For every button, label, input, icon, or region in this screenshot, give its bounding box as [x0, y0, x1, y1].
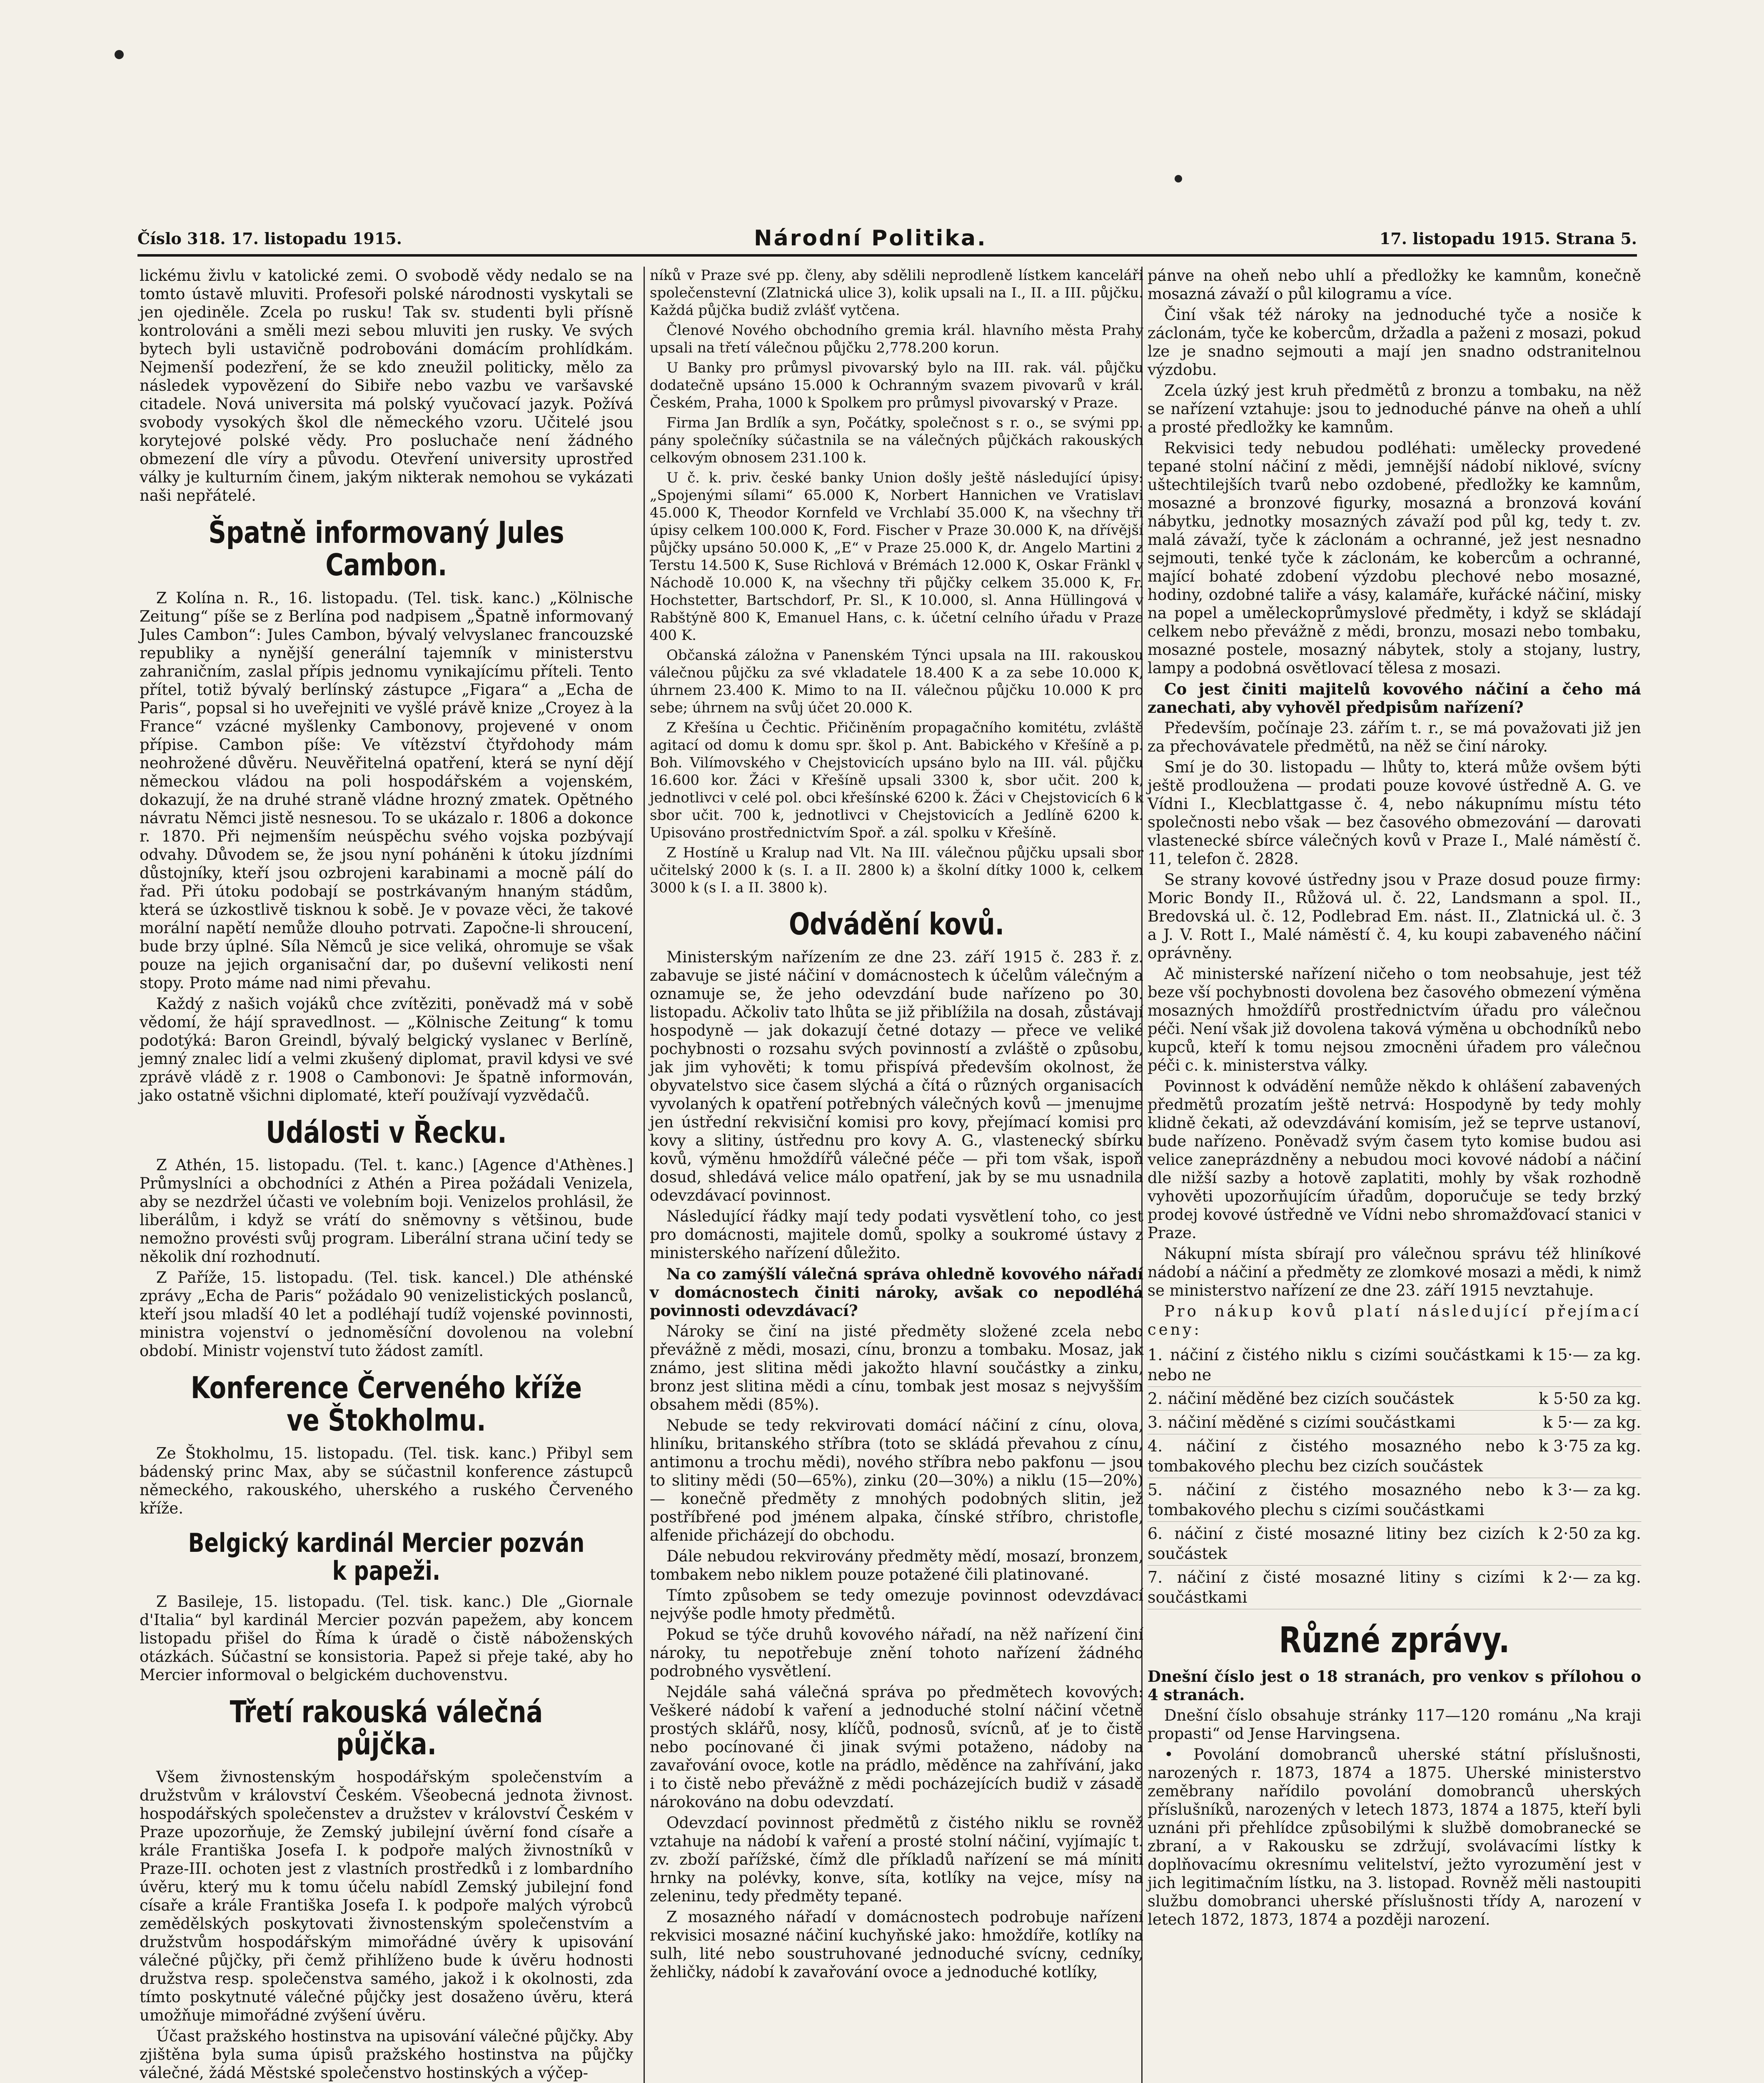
paragraph: Každý z našich vojáků chce zvítěziti, poněvadž má v sobě vědomí, že hájí spravedlnost. — „Kölnische Zeitung“ k tomu podotýká: Baron Greindl, bývalý belgický vyslanec v Berlíně, jemný znalec lidí a velmi zkušený diplomat, pravil kdysi ve své zprávě vládě z r. 1908 o Cambonovi: Je špatně informován, jako ostatně všichni diplomaté, kteří používají vyzvědačů. [140, 994, 633, 1104]
price-item-value: k 15·— za kg. [1533, 1346, 1641, 1364]
headline-war-loan: Třetí rakouská válečná půjčka. [230, 1694, 543, 1762]
paragraph: Ač ministerské nařízení ničeho o tom neobsahuje, jest též beze vší pochybnosti dovolena bez časového obmezení výměna mosazných hmoždířů prostřednictvím úřadu pro válečnou péči. Není však již dovolena taková výměna u obchodníků nebo kupců, kteří k tomu nejsou zmocněni úřadem pro válečnou péči c. k. ministerstva války. [1148, 965, 1641, 1074]
headline-cambon: Špatně informovaný Jules Cambon. [208, 515, 564, 582]
paragraph: Členové Nového obchodního gremia král. hlavního města Prahy upsali na třetí válečnou půjčku 2,778.200 korun. [650, 322, 1143, 356]
paragraph: Nejdále sahá válečná správa po předmětech kovových: Veškeré nádobí k vaření a jednoduché stolní náčiní včetně prostých sklářů, nosy, klíčů, podnosů, svícnů, ať je to čistě nebo pocínované či jinak svými potaženo, nádoby na zavařování ovoce, kotle na prádlo, měděnce na zahřívání, jako i to čistě nebo převážně z mědi pocházejících budiž v zásadě nárokováno na dobu odevzdatí. [650, 1683, 1143, 1811]
masthead [137, 217, 1637, 257]
paragraph: níků v Praze své pp. členy, aby sdělili neprodleně lístkem kanceláři společenstevní (Zlatnická ulice 3), kolik upsali na I., II. a III. půjčku. Každá půjčka budiž zvlášť vytčena. [650, 267, 1143, 319]
column-divider [644, 267, 645, 2083]
price-item-name: 1. náčiní z čistého niklu s cizími součástkami nebo ne [1148, 1346, 1524, 1384]
paragraph: Občanská záložna v Panenském Týnci upsala na III. rakouskou válečnou půjčku za své vkladatele 18.400 K a za sebe 10.000 K, úhrnem 23.400 K. Mimo to na II. válečnou půjčku 10.000 K pro sebe; úhrnem na svůj účet 20.000 K. [650, 647, 1143, 716]
paragraph: Především, počínaje 23. zářím t. r., se má považovati již jen za přechovávatele předmětů, na něž se činí nároky. [1148, 719, 1641, 755]
paragraph: Smí je do 30. listopadu — lhůty to, která může ovšem býti ještě prodloužena — prodati pouze kovové ústředně A. G. ve Vídni I., Klecblattgasse č. 4, nebo nákupnímu místu této společnosti nebo však — bez časového obmezování — darovati vlastenecké sbírce válečných kovů v Praze I., Malé náměstí č. 11, telefon č. 2828. [1148, 758, 1641, 868]
price-item-value: k 5·50 za kg. [1539, 1389, 1641, 1408]
paragraph: Rekvisici tedy nebudou podléhati: umělecky provedené tepané stolní náčiní z mědi, jemnější nádobí niklové, svícny uštechtilejších tvarů nebo ozdobené, předložky ke kamnům, mosazné a bronzové figurky, mosazná a bronzová kování nábytku, jednotky mosazných závaží pod půl kg, tedy t. zv. malá závaží, tyče k záclonám a ochranné, jež jest nesnadno sejmouti, tenké tyče k záclonám, ke kobercům a ochranné, mající bohaté zdobení výzdobu plechové nebo mosazné, hodiny, ozdobné taliře a vásy, kalamáře, kuřácké náčiní, misky na popel a uměleckoprůmyslové předměty, i když se skládají celkem nebo převážně z mědi, bronzu, mosazi nebo tombaku, mosazné postele, mosazný nábytek, stoly a stojany, lustry, lampy a podobná osvětlovací tělesa z mosazi. [1148, 439, 1641, 677]
paragraph: Povinnost k odvádění nemůže někdo k ohlášení zabavených předmětů prozatím ještě netrvá: Hospodyně by tedy mohly klidně čekati, až odevzdávání komisím, jež se teprve ustanoví, bude nařízeno. Poněvadž svým časem tyto komise budou asi velice zaneprázdněny a nebudou moci kovové nádobí a náčiní dle nižší sazby a hotově zaplatiti, mohly by však rozhodně vyhověti upozorňujícím úřadům, doporučuje se tedy brzký prodej kovové ústředně ve Vídni nebo shromažďovací stanici v Praze. [1148, 1077, 1641, 1242]
paragraph: Dnešní číslo obsahuje stránky 117—120 románu „Na kraji propasti“ od Jense Harvingsena. [1148, 1706, 1641, 1743]
page-number: 17. listopadu 1915. Strana 5. [1379, 229, 1637, 248]
headline-metals: Odvádění kovů. [788, 907, 1005, 942]
price-item [1148, 1411, 1641, 1434]
price-item-value: k 2·50 za kg. [1539, 1524, 1641, 1543]
paragraph: Nároky se činí na jisté předměty složené zcela nebo převážně z mědi, mosazi, cínu, bronzu a tombaku. Mosaz, jak známo, jest slitina mědi jakožto hlavní součástky a zinku, bronz jest slitina mědi a cínu, tombak jest mosaz s nejvyšším obsahem mědi (85%). [650, 1322, 1143, 1414]
price-item-name: 6. náčiní z čisté mosazné litiny bez cizích součástek [1148, 1524, 1524, 1563]
price-item [1148, 1566, 1641, 1609]
issue-number: Číslo 318. 17. listopadu 1915. [137, 229, 402, 248]
paragraph: Z Basileje, 15. listopadu. (Tel. tisk. kanc.) Dle „Giornale d'Italia“ byl kardinál Mercier pozván papežem, aby koncem listopadu přišel do Říma k úradě o čistě náboženských otázkách. Súčastní se konsistoria. Papež si přeje také, aby ho Mercier informoval o belgickém duchovenstvu. [140, 1592, 633, 1684]
price-item-value: k 3·75 za kg. [1539, 1437, 1641, 1455]
paragraph: Pro nákup kovů platí následující přejímací ceny: [1148, 1302, 1641, 1339]
price-item-name: 3. náčiní měděné s cizími součástkami [1148, 1413, 1455, 1431]
paragraph: Pokud se týče druhů kovového nářadí, na něž nařízení činí nároky, tu nepotřebuje znění tohoto nařízení žádného podrobného vysvětlení. [650, 1625, 1143, 1680]
paragraph: Nákupní místa sbírají pro válečnou správu též hliníkové nádobí a náčiní a předměty ze zlomkové mosazi a mědi, k nimž se ministerstvo nařízení ze dne 23. září 1915 nevztahuje. [1148, 1245, 1641, 1299]
paragraph: Z mosazného nářadí v domácnostech podrobuje nařízení rekvisici mosazné náčiní kuchyňské jako: hmoždíře, kotlíky na sulh, lité nebo soustruhované jednoduché svícny, cedníky, žehličky, nádobí k zavařování ovoce a jednoduché kotlíky, [650, 1908, 1143, 1981]
paragraph: Všem živnostenským hospodářským společenstvím a družstvům v království Českém. Všeobecná jednota živnost. hospodářských společenstev a družstev v království Českém v Praze upozorňuje, že Zemský jubilejní úvěrní fond císaře a krále Františka Josefa I. k podpoře malých živnostníků v Praze-III. ochoten jest z vlastních prostředků i z lombardního úvěru, který mu k tomu účelu nabídl Zemský jubilejní fond císaře a krále Františka Josefa I. k podpoře malých výrobců zemědělských poskytovati živnostenským společenstvím a družstvům hospodářským mimořádné úvěry k upisování válečné půjčky, při čemž přihlíženo bude k úvěru hodnosti družstva resp. společenstva samého, jakož i k okolnosti, zda tímto poskytnuté válečné půjčky jest dosaženo úvěru, která umožňuje mimořádné zvýšení úvěru. [140, 1768, 633, 2025]
paragraph: Z Křešína u Čechtic. Přičiněním propagačního komitétu, zvláště agitací od domu k domu spr. škol p. Ant. Babického v Křešíně a p. Boh. Vilímovského v Chejstovicích upsáno bylo na III. vál. půjčku 16.600 kor. Žáci v Křešíně upsali 3300 k, sbor učit. 200 k, jednotlivci v celé pol. obci křešínské 6200 k. Žáci v Chejstovicích 6 k sbor učit. 700 k, jednotlivci v Chejstovicích a Jedlíně 6200 k. Upisováno prostřednictvím Spoř. a zál. spolku v Křešíně. [650, 719, 1143, 841]
price-item-name: 4. náčiní z čistého mosazného nebo tombakového plechu bez cizích součástek [1148, 1437, 1524, 1475]
headline-various-news: Různé zprávy. [1279, 1619, 1510, 1661]
paragraph: Tímto způsobem se tedy omezuje povinnost odevzdávací nejvýše podle hmoty předmětů. [650, 1586, 1143, 1623]
paragraph: Z Kolína n. R., 16. listopadu. (Tel. tisk. kanc.) „Kölnische Zeitung“ píše se z Berlína pod nadpisem „Špatně informovaný Jules Cambon“: Jules Cambon, bývalý velvyslanec francouzské republiky a nynější generální tajemník v ministerstvu zahraničním, zaslal přípis jednomu vynikajícímu příteli. Tento přítel, totiž bývalý berlínský zástupce „Figara“ a „Echa de Paris“, popsal si ho uveřejniti ve vyšlé právě knize „Croyez à la France“ vzácné myšlenky Cambonovy, projevené v onom přípise. Cambon píše: Ve vítězství čtyřdohody mám neohrožené důvěru. Neuvěřitelná opatření, která se nyní dějí německou vládou na poli hospodářském a vojenském, dokazují, že na druhé straně vládne hrozný zmatek. Opětného návratu Němci jistě nesnesou. To se ukázalo r. 1806 a dokonce r. 1870. Při nejmenším neúspěchu svého vojska pozbývají odvahy. Důvodem se, že jsou nyní poháněni k útoku jízdními důstojníky, kteří jsou ozbrojeni karabinami a mocně pálí do řad. Při útoku podobají se postrkávaným hnaným stádům, která se úzkostlivě tisknou k sobě. Je v povaze věci, že takové morální napětí nemůže dlouho potrvati. Započne-li shroucení, bude brzy úplné. Síla Němců je sice veliká, ohromuje se však pouze na jejich organisační dar, po duševní velikosti není stopy. Proto máme nad nimi převahu. [140, 589, 633, 992]
ink-speck [1175, 175, 1182, 182]
ink-speck [115, 50, 124, 59]
paragraph: pánve na oheň nebo uhlí a předložky ke kamnům, konečně mosazná závaží o půl kilogramu a více. [1148, 267, 1641, 303]
paragraph: Z Hostíně u Kralup nad Vlt. Na III. válečnou půjčku upsali sbor učitelský 2000 k (s. I. a II. 2800 k) a školní dítky 1000 k, celkem 3000 k (s I. a II. 3800 k). [650, 844, 1143, 896]
paragraph: Účast pražského hostinstva na upisování válečné půjčky. Aby zjištěna byla suma úpisů pražského hostinstva na půjčky válečné, žádá Městské společenstvo hostinských a výčep- [140, 2027, 633, 2082]
headline-red-cross: Konference Červeného kříže ve Štokholmu. [190, 1370, 582, 1438]
paragraph: Zcela úzký jest kruh předmětů z bronzu a tombaku, na něž se nařízení vztahuje: jsou to jednoduché pánve na oheň a uhlí a prosté předložky ke kamnům. [1148, 382, 1641, 436]
paragraph: U č. k. priv. české banky Union došly ještě následující úpisy: „Spojenými sílami“ 65.000 K, Norbert Hannichen ve Vratislavi 45.000 K, Theodor Kornfeld ve Vrchlabí 35.000 K, na všechny tři úpisy celkem 100.000 K, Ford. Fischer v Praze 30.000 K, na dřívější půjčky upsáno 50.000 K, „E“ v Praze 25.000 K, dr. Angelo Martini z Terstu 14.500 K, Suse Richlová v Brémách 12.000 K, Oskar Fränkl v Náchodě 10.000 K, na všechny tři půjčky celkem 35.000 K, Fr. Hochstetter, Bartschdorf, Pr. Sl., K 10.000, sl. Anna Hüllingová v Rabštýně 800 K, Emanuel Hans, c. k. účetní celního úřadu v Praze 400 K. [650, 470, 1143, 644]
column-1 [140, 267, 633, 2083]
paragraph: Činí však též nároky na jednoduché tyče a nosiče k záclonám, tyče ke kobercům, držadla a paženi z mosazi, pokud lze je snadno sejmouti a mají jen snadno odstranitelnou výzdobu. [1148, 306, 1641, 379]
paragraph: Nebude se tedy rekvirovati domácí náčiní z cínu, olova, hliníku, britanského stříbra (toto se skládá převahou z cínu, antimonu a trochu mědi), nového stříbra nebo pakfonu — jsou to slitiny mědi (50—65%), zinku (20—30%) a niklu (15—20%) — konečně předměty z mnohých podobných slitin, jež postříbřené pod jménem alpaka, čínské stříbro, christofle, alfenide přicházejí do obchodu. [650, 1416, 1143, 1544]
price-item-value: k 2·— za kg. [1543, 1568, 1641, 1586]
paragraph: Na co zamýšlí válečná správa ohledně kovového nářadí v domácnostech činiti nároky, avšak co nepodléhá povinnosti odevzdávací? [650, 1264, 1143, 1320]
price-item [1148, 1478, 1641, 1522]
price-item-name: 2. náčiní měděné bez cizích součástek [1148, 1389, 1454, 1408]
paragraph: Z Paříže, 15. listopadu. (Tel. tisk. kancel.) Dle athénské zprávy „Echa de Paris“ požádalo 90 venizelistických poslanců, kteří jsou mladší 40 let a podléhají tudíž vojenské povinnosti, ministra vojenství o jednoměsíční dovolenou na volební období. Ministr vojenství tuto žádost zamítl. [140, 1269, 633, 1360]
price-item-value: k 5·— za kg. [1543, 1413, 1641, 1431]
paragraph: • Povolání domobranců uherské státní příslušnosti, narozených r. 1873, 1874 a 1875. Uherské ministerstvo zeměbrany nařídilo povolání domobranců uherských příslušníků, narozených v letech 1873, 1874 a 1875, kteří byli uznáni při přehlídce způsobilými k službě domobranecké se zbraní, a v Rakousku se zdržují, svolávacími lístky k doplňovacímu okresnímu velitelství, ježto vyrozumění jest v jich legitimačním lístku, na 3. listopad. Rovněž měli nastoupiti službu domobranci uherské příslušnosti třídy A, narození v letech 1872, 1873, 1874 a později narození. [1148, 1745, 1641, 1928]
paragraph: Se strany kovové ústředny jsou v Praze dosud pouze firmy: Moric Bondy II., Růžová ul. č. 22, Landsmann a spol. II., Bredovská ul. č. 12, Podlebrad Em. nást. II., Zlatnická ul. č. 3 a J. V. Rott I., Malé náměstí č. 4, ku koupi zabaveného náčiní oprávněny. [1148, 871, 1641, 962]
paragraph: Dále nebudou rekvirovány předměty mědí, mosazí, bronzem, tombakem nebo niklem pouze potažené čili platinované. [650, 1547, 1143, 1583]
paragraph: Firma Jan Brdlík a syn, Počátky, společnost s r. o., se svými pp. pány společníky súčastnila se na válečných půjčkách rakouských celkovým obnosem 231.100 k. [650, 415, 1143, 466]
price-item [1148, 1434, 1641, 1478]
price-item [1148, 1387, 1641, 1411]
paragraph: Co jest činiti majitelů kovového náčiní a čeho má zanechati, aby vyhověl předpisům nařízení? [1148, 680, 1641, 717]
price-item-name: 5. náčiní z čistého mosazného nebo tombakového plechu s cizími součástkami [1148, 1481, 1524, 1519]
paragraph: Ze Štokholmu, 15. listopadu. (Tel. tisk. kanc.) Přibyl sem bádenský princ Max, aby se súčastnil konference zástupců německého, rakouského, uherského a ruského Červeného kříže. [140, 1444, 633, 1517]
paragraph: Dnešní číslo jest o 18 stranách, pro venkov s přílohou o 4 stranách. [1148, 1667, 1641, 1704]
newspaper-title: Národní Politika. [754, 226, 987, 251]
price-item-value: k 3·— za kg. [1543, 1481, 1641, 1499]
article-continuation: lickému živlu v katolické zemi. O svobodě vědy nedalo se na tomto ústavě mluviti. Profesoři polské národnosti vyskytali se jen ojediněle. Zcela po rusku! Tak sv. studenti byli přísně kontrolováni a směli mezi sebou mluviti jen rusky. Ve svých bytech byli ustavičně podrobováni domácím prohlídkám. Nejmenší podezření, že se kdo zneužil politicky, mělo za následek vypovězení do Sibiře nebo vazbu ve varšavské citadele. Nová universita má polský vyučovací jazyk. Požívá svobody vysokých škol dle německého vzoru. Učitelé jsou korytejové polské vědy. Pro posluchače není žádného obmezení dle víry a původu. Otevření university uprostřed války je kulturním činem, jakým nikterak nemohou se vykázati naši nepřátelé. [140, 267, 633, 505]
column-2 [650, 267, 1143, 1984]
headline-greece: Události v Řecku. [266, 1114, 507, 1150]
price-list [1148, 1343, 1641, 1609]
price-item [1148, 1343, 1641, 1387]
headline-mercier: Belgický kardinál Mercier pozván k papeži. [188, 1527, 585, 1586]
paragraph: Odevzdací povinnost předmětů z čistého niklu se rovněž vztahuje na nádobí k vaření a prosté stolní náčiní, vyjímajíc t. zv. zboží pařížské, čímž dle příkladů nařízení se má míniti hrnky na polévky, konve, síta, kotlíky na vejce, mísy na zeleninu, tedy předměty tepané. [650, 1813, 1143, 1905]
paragraph: Následující řádky mají tedy podati vysvětlení toho, co jest pro domácnosti, majitele domů, spolky a soukromé ústavy z ministerského nařízení důležito. [650, 1207, 1143, 1262]
column-3 [1148, 267, 1641, 1931]
paragraph: Ministerským nařízením ze dne 23. září 1915 č. 283 ř. z. zabavuje se jisté náčiní v domácnostech k účelům válečným a oznamuje se, že jeho odevzdání bude nařízeno po 30. listopadu. Ačkoliv tato lhůta se již přiblížila na dosah, zůstávají hospodyně — jak dokazují četné dotazy — přece ve veliké pochybnosti o rozsahu svých povinností a zvláště o způsobu, jak jim vyhověti; k tomu přispívá především okolnost, že obyvatelstvo sice časem slýchá a čítá o různých organisacích vyvolaných k opatření potřebných válečných kovů — jmenujme jen ústřední rekvisiční komisi pro kovy, přejímací komisi pro kovy a slitiny, ústřednu pro kovy A. G., vlastenecký sbírku kovů, výměnu hmoždířů válečné péče — při tom však, ispoň dosud, shledává velice málo opatření, jak by se mu usnadnila odevzdávací povinnost. [650, 948, 1143, 1204]
paragraph: U Banky pro průmysl pivovarský bylo na III. rak. vál. půjčku dodatečně upsáno 15.000 k Ochranným svazem pivovarů v král. Českém, Praha, 1000 k Spolkem pro průmysl pivovarský v Praze. [650, 360, 1143, 411]
paragraph: Z Athén, 15. listopadu. (Tel. t. kanc.) [Agence d'Athènes.] Průmyslníci a obchodníci z Athén a Pirea požádali Venizela, aby se nezdržel účasti ve volebním boji. Venizelos prohlásil, že liberálům, i když se vrátí do sněmovny s většinou, bude nemožno provésti svůj program. Liberální strana učiní tedy se několik dní rozhodnutí. [140, 1156, 633, 1266]
price-item [1148, 1522, 1641, 1566]
price-item-name: 7. náčiní z čisté mosazné litiny s cizími součástkami [1148, 1568, 1524, 1606]
